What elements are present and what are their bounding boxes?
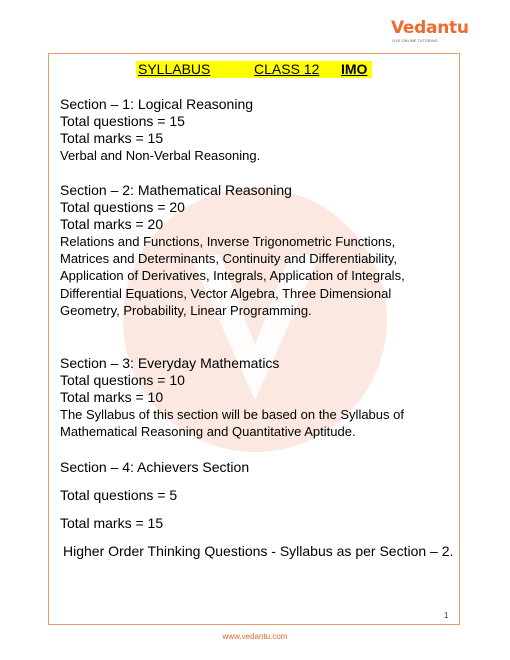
page-number: 1 — [444, 611, 449, 620]
section-3-heading: Section – 3: Everyday Mathematics — [60, 355, 280, 371]
title-syllabus: SYLLABUS — [138, 61, 211, 77]
section-1-heading: Section – 1: Logical Reasoning — [60, 96, 254, 112]
section-2-topics-line-2: Matrices and Determinants, Continuity and Differentiability, — [60, 251, 397, 266]
section-1-topics: Verbal and Non-Verbal Reasoning. — [60, 148, 261, 163]
section-3-marks: Total marks = 10 — [60, 389, 164, 405]
section-4-description: Higher Order Thinking Questions - Syllabus as per Section – 2. — [63, 543, 454, 559]
vedantu-logo — [391, 18, 469, 46]
logo-tagline: LIVE ONLINE TUTORING — [392, 39, 438, 43]
logo-wordmark: Vedantu — [391, 18, 469, 38]
section-2-marks: Total marks = 20 — [60, 216, 164, 232]
section-2-topics-line-3: Application of Derivatives, Integrals, Application of Integrals, — [60, 268, 405, 283]
title-class: CLASS 12 — [254, 61, 320, 77]
section-3-description-line-2: Mathematical Reasoning and Quantitative Aptitude. — [60, 424, 356, 439]
section-2-questions: Total questions = 20 — [60, 199, 185, 215]
title-exam: IMO — [341, 61, 368, 77]
section-3-description-line-1: The Syllabus of this section will be based on the Syllabus of — [60, 407, 404, 422]
footer-url[interactable]: www.vedantu.com — [222, 632, 288, 641]
section-2-topics-line-4: Differential Equations, Vector Algebra, Three Dimensional — [60, 286, 392, 301]
section-1-marks: Total marks = 15 — [60, 130, 164, 146]
section-2-topics-line-1: Relations and Functions, Inverse Trigonometric Functions, — [60, 234, 396, 249]
section-4-heading: Section – 4: Achievers Section — [60, 459, 250, 475]
section-2-heading: Section – 2: Mathematical Reasoning — [60, 182, 292, 198]
section-2-topics-line-5: Geometry, Probability, Linear Programming. — [60, 303, 312, 318]
section-3-questions: Total questions = 10 — [60, 372, 185, 388]
section-4-questions: Total questions = 5 — [60, 487, 178, 503]
section-4-marks: Total marks = 15 — [60, 515, 164, 531]
syllabus-title — [136, 61, 372, 78]
section-1-questions: Total questions = 15 — [60, 113, 185, 129]
